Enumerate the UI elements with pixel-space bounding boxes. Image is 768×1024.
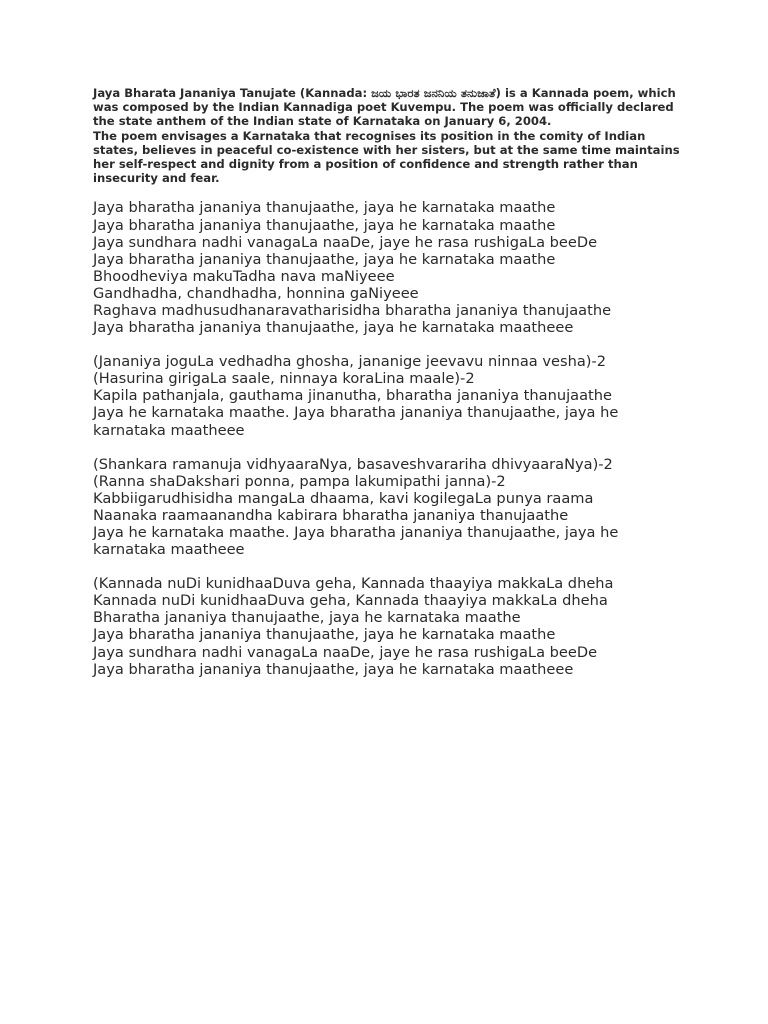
poem-line: Bhoodheviya makuTadha nava maNiyeee [93,267,395,285]
poem-line: (Hasurina girigaLa saale, ninnaya koraLina maale)-2 [93,370,475,388]
poem-line: Jaya bharatha jananiya thanujaathe, jaya he karnataka maatheee [93,319,574,337]
poem-line: Gandhadha, chandhadha, honnina gaNiyeee [93,284,419,302]
poem-body [93,199,683,677]
poem-line: Jaya bharatha jananiya thanujaathe, jaya he karnataka maathe [93,216,556,234]
intro-paragraph-2: The poem envisages a Karnataka that recognises its position in the comity of Indian states, believes in peaceful co-existence with her sisters, but at the same time maintains her self-respect and dignity from a position of confidence and strength rather than insecurity and fear. [93,128,680,186]
poem-line: (Ranna shaDakshari ponna, pampa lakumipathi janna)-2 [93,472,506,490]
poem-line: Naanaka raamaanandha kabirara bharatha jananiya thanujaathe [93,506,569,524]
poem-line: Jaya he karnataka maathe. Jaya bharatha jananiya thanujaathe, jaya he karnataka maatheee [93,524,619,559]
poem-line: Jaya bharatha jananiya thanujaathe, jaya he karnataka maathe [93,250,556,268]
poem-line: Jaya sundhara nadhi vanagaLa naaDe, jaye he rasa rushigaLa beeDe [93,643,598,661]
poem-line: Kannada nuDi kunidhaaDuva geha, Kannada thaayiya makkaLa dheha [93,592,608,610]
poem-line: (Kannada nuDi kunidhaaDuva geha, Kannada thaayiya makkaLa dheha [93,575,614,593]
stanza-1 [93,199,683,336]
poem-line: Jaya he karnataka maathe. Jaya bharatha jananiya thanujaathe, jaya he karnataka maatheee [93,404,619,439]
poem-line: Jaya bharatha jananiya thanujaathe, jaya he karnataka maathe [93,626,556,644]
poem-line: Raghava madhusudhanaravatharisidha bharatha jananiya thanujaathe [93,301,612,319]
poem-line: Jaya bharatha jananiya thanujaathe, jaya he karnataka maatheee [93,660,574,678]
poem-line: Jaya sundhara nadhi vanagaLa naaDe, jaye he rasa rushigaLa beeDe [93,233,598,251]
stanza-3 [93,456,683,559]
document-page [93,86,683,695]
stanza-4 [93,575,683,678]
poem-line: (Shankara ramanuja vidhyaaraNya, basaveshvarariha dhivyaaraNya)-2 [93,455,613,473]
stanza-2 [93,353,683,438]
intro-section [93,86,683,185]
poem-line: Kapila pathanjala, gauthama jinanutha, bharatha jananiya thanujaathe [93,387,612,405]
intro-paragraph-1: Jaya Bharata Jananiya Tanujate (Kannada: ಜಯ ಭಾರತ ಜನನಿಯ ತನುಜಾತೆ) is a Kannada poem, which was composed by the Indian Kannadiga poet Kuvempu. The poem was officially declared the state anthem of the Indian state of Karnataka on January 6, 2004. [93,86,676,129]
poem-line: Bharatha jananiya thanujaathe, jaya he karnataka maathe [93,609,521,627]
poem-line: Kabbiigarudhisidha mangaLa dhaama, kavi kogilegaLa punya raama [93,489,594,507]
poem-line: Jaya bharatha jananiya thanujaathe, jaya he karnataka maathe [93,199,556,217]
poem-line: (Jananiya joguLa vedhadha ghosha, jananige jeevavu ninnaa vesha)-2 [93,353,607,371]
